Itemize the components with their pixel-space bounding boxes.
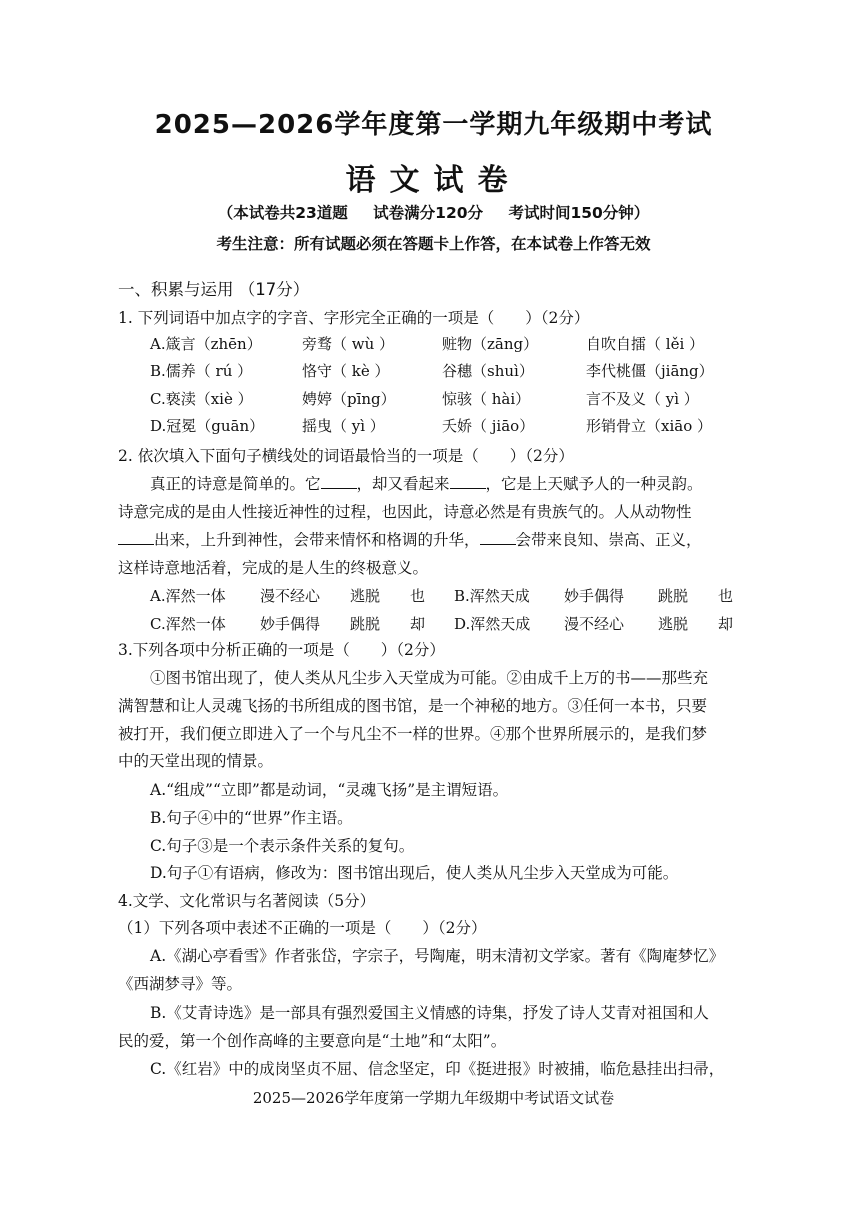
q3-passage-line-4: 中的天堂出现的情景。 xyxy=(118,752,274,770)
q2-passage-line-3: 出来，上升到神性，会带来情怀和格调的升华， 会带来良知、崇高、正义， xyxy=(118,530,702,550)
exam-info-score: 试卷满分120分 xyxy=(373,204,484,222)
q2-option-a-3: 逃脱 xyxy=(350,587,381,605)
q2-option-b-3: 跳脱 xyxy=(658,587,689,605)
q1-option-b-1: B.儒养（ rú ） xyxy=(150,362,253,380)
q2-option-c-2: 妙手偶得 xyxy=(260,615,321,633)
q2-option-a-2: 漫不经心 xyxy=(260,587,321,605)
q2-option-b: B.浑然天成 xyxy=(454,587,530,605)
question-4-sub-1: （1）下列各项中表述不正确的一项是（ ）（2分） xyxy=(118,919,487,937)
q1-option-a-3: 赃物（zāng） xyxy=(442,335,539,353)
blank-1 xyxy=(321,474,357,489)
q2-option-d-2: 漫不经心 xyxy=(564,615,625,633)
exam-notice: 考生注意：所有试题必须在答题卡上作答，在本试卷上作答无效 xyxy=(216,235,651,253)
q1-option-c-2: 娉婷（pīng） xyxy=(302,390,396,408)
q2-option-b-4: 也 xyxy=(718,587,734,605)
q2-option-d: D.浑然天成 xyxy=(454,615,531,633)
q2-option-b-2: 妙手偶得 xyxy=(564,587,625,605)
q1-option-a-4: 自吹自擂（ lěi ） xyxy=(586,335,705,353)
exam-title: 2025—2026学年度第一学期九年级期中考试 xyxy=(154,110,713,140)
exam-info xyxy=(0,201,867,223)
q3-passage-line-3: 被打开，我们便立即进入了一个与凡尘不一样的世界。④那个世界所展示的，是我们梦 xyxy=(118,725,708,743)
q2-option-d-4: 却 xyxy=(718,615,734,633)
blank-3 xyxy=(118,530,154,545)
q1-option-d-4: 形销骨立（xiāo ） xyxy=(586,417,712,435)
q1-option-c-3: 惊骇（ hài） xyxy=(442,390,531,408)
q3-passage-line-2: 满智慧和让人灵魂飞扬的书所组成的图书馆，是一个神秘的地方。③任何一本书，只要 xyxy=(118,697,708,715)
q3-option-c: C.句子③是一个表示条件关系的复句。 xyxy=(150,837,415,855)
q2-option-c-3: 跳脱 xyxy=(350,615,381,633)
exam-info-time: 考试时间150分钟） xyxy=(508,204,650,222)
question-1-options xyxy=(150,333,750,443)
q2-option-c: C.浑然一体 xyxy=(150,615,226,633)
q1-option-c-4: 言不及义（ yì ） xyxy=(586,390,699,408)
question-2-stem: 2. 依次填入下面句子横线处的词语最恰当的一项是（ ）（2分） xyxy=(118,447,574,465)
question-1-stem: 1. 下列词语中加点字的字音、字形完全正确的一项是（ ）（2分） xyxy=(118,309,590,327)
q3-option-b: B.句子④中的“世界”作主语。 xyxy=(150,809,353,827)
blank-4 xyxy=(480,530,516,545)
blank-2 xyxy=(450,474,486,489)
q1-option-a-1: A.箴言（zhēn） xyxy=(150,335,262,353)
q2-option-a-4: 也 xyxy=(410,587,426,605)
q2-passage-line-1: 真正的诗意是简单的。它 ，却又看起来 ，它是上天赋予人的一种灵韵。 xyxy=(150,475,703,493)
q4-option-a-line-2: 《西湖梦寻》等。 xyxy=(118,975,243,993)
q3-option-d: D.句子①有语病，修改为：图书馆出现后，使人类从凡尘步入天堂成为可能。 xyxy=(150,864,679,882)
q2-option-c-4: 却 xyxy=(410,615,426,633)
q4-option-b-line-1: B.《艾青诗选》是一部具有强烈爱国主义情感的诗集，抒发了诗人艾青对祖国和人 xyxy=(150,1004,709,1022)
q1-option-d-3: 夭娇（ jiāo） xyxy=(442,417,535,435)
section-title: 一、积累与运用 （17分） xyxy=(118,280,310,299)
question-3-stem: 3.下列各项中分析正确的一项是（ ）（2分） xyxy=(118,641,445,659)
q2-passage-line-2: 诗意完成的是由人性接近神性的过程，也因此，诗意必然是有贵族气的。人从动物性 xyxy=(118,503,692,521)
subject-title: 语文试卷 xyxy=(345,163,522,198)
q1-option-d-2: 摇曳（ yì ） xyxy=(302,417,385,435)
q2-option-d-3: 逃脱 xyxy=(658,615,689,633)
q4-option-b-line-2: 民的爱，第一个创作高峰的主要意向是“土地”和“太阳”。 xyxy=(118,1032,507,1050)
q2-option-a: A.浑然一体 xyxy=(150,587,226,605)
question-2-options xyxy=(150,585,750,631)
q1-option-a-2: 旁骛（ wù ） xyxy=(302,335,395,353)
page-footer: 2025—2026学年度第一学期九年级期中考试语文试卷 xyxy=(252,1089,615,1107)
q1-option-d-1: D.冠冕（guān） xyxy=(150,417,265,435)
q1-option-b-3: 谷穗（shuì） xyxy=(442,362,534,380)
q3-passage-line-1: ①图书馆出现了，使人类从凡尘步入天堂成为可能。②由成千上万的书——那些充 xyxy=(150,669,709,687)
q1-option-b-4: 李代桃僵（jiāng） xyxy=(586,362,714,380)
q4-option-a-line-1: A.《湖心亭看雪》作者张岱，字宗子，号陶庵，明末清初文学家。著有《陶庵梦忆》 xyxy=(150,947,725,965)
q1-option-b-2: 恪守（ kè ） xyxy=(302,362,390,380)
exam-info-count: （本试卷共23道题 xyxy=(217,204,348,222)
question-4-stem: 4.文学、文化常识与名著阅读（5分） xyxy=(118,892,376,910)
q3-option-a: A.“组成”“立即”都是动词，“灵魂飞扬”是主谓短语。 xyxy=(150,781,509,799)
q1-option-c-1: C.亵渎（xiè ） xyxy=(150,390,253,408)
q2-passage-line-4: 这样诗意地活着，完成的是人生的终极意义。 xyxy=(118,559,429,577)
q4-option-c-line-1: C.《红岩》中的成岗坚贞不屈、信念坚定，印《挺进报》时被捕，临危悬挂出扫帚， xyxy=(150,1060,725,1078)
